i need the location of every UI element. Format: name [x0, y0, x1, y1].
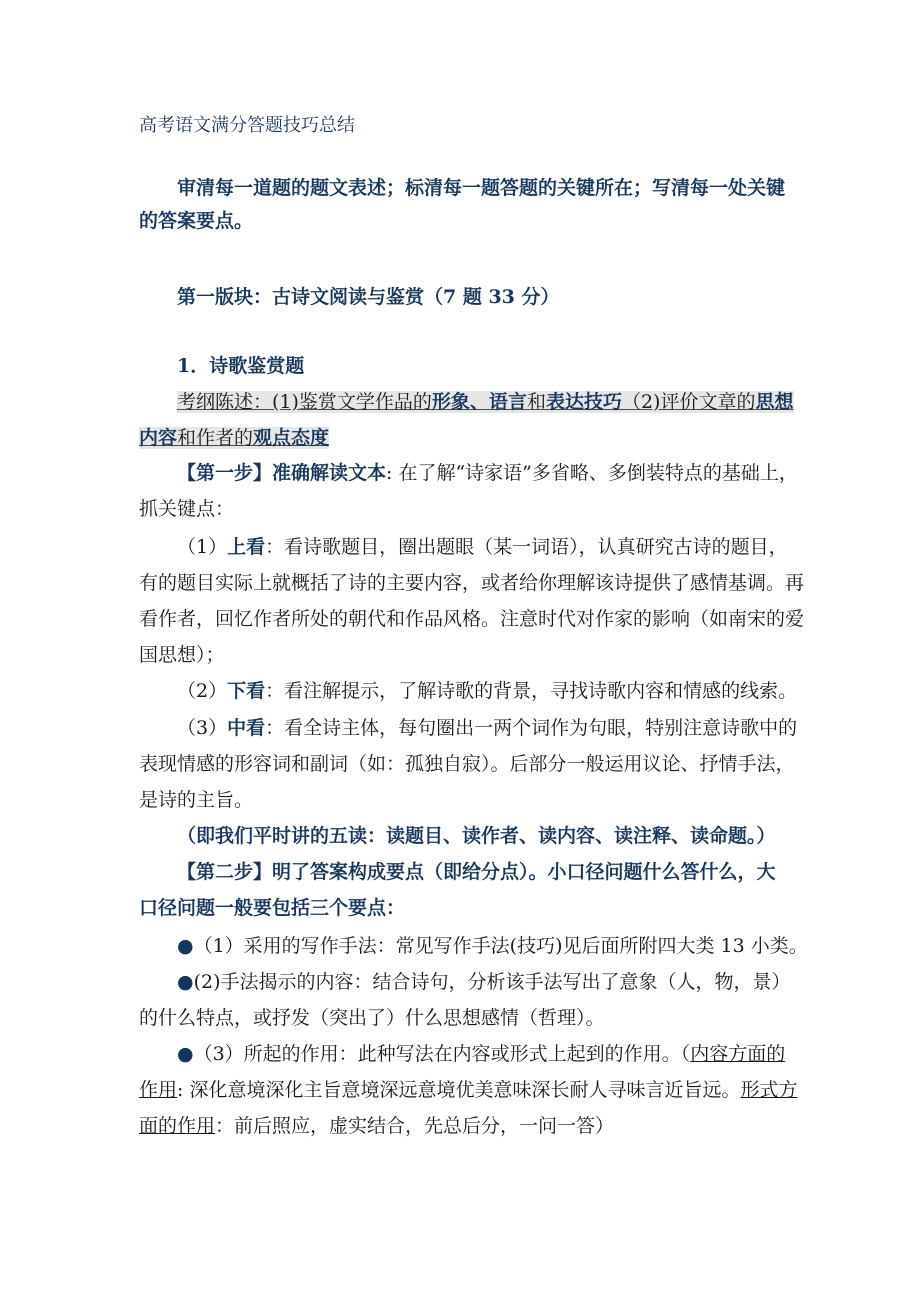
step1-line-1	[177, 460, 798, 486]
p1-number: （1）	[177, 536, 228, 558]
bullet-2-line-1	[177, 969, 791, 995]
content-effect-text: : 深化意境深化主旨意境深远意境优美意味深长耐人寻味言近旨远。	[177, 1079, 741, 1101]
outline-key-viewpoint: 观点态度	[253, 427, 330, 449]
p2-number: （2）	[177, 680, 228, 702]
p3-line-3: 是诗的主旨。	[139, 789, 254, 811]
content-effect-link-cont[interactable]: 作用	[139, 1079, 178, 1101]
outline-text: 和	[526, 391, 546, 413]
outline-text: （2)评价文章的	[621, 391, 756, 413]
p3-key: 中看	[227, 717, 266, 739]
form-effect-text: ：前后照应，虚实结合，先总后分，一问一答）	[215, 1115, 615, 1137]
page-title: 高考语文满分答题技巧总结	[139, 115, 355, 136]
step1-line-2: 抓关键点：	[139, 498, 235, 520]
p3-line-2: 表现情感的形容词和副词（如：孤独自寂）。后部分一般运用议论、抒情手法，	[139, 753, 795, 775]
p1-line-1	[177, 534, 788, 560]
p2-line-1	[177, 678, 797, 704]
step2-line-2: 口径问题一般要包括三个要点：	[139, 897, 406, 919]
p1-line-4: 国思想）；	[139, 644, 225, 666]
five-reads-note: （即我们平时讲的五读：读题目、读作者、读内容、读注释、读命题。）	[177, 825, 776, 847]
section-heading: 第一版块：古诗文阅读与鉴赏（7 题 33 分）	[177, 286, 560, 308]
intro-line-2: 的答案要点。	[139, 210, 254, 232]
bullet-2-line-2: 的什么特点，或抒发（突出了）什么思想感情（哲理）。	[139, 1007, 605, 1029]
p2-text: ：看注解提示，了解诗歌的背景，寻找诗歌内容和情感的线索。	[265, 680, 798, 702]
bullet-3-line-3	[139, 1113, 614, 1139]
outline-key-technique: 表达技巧	[545, 391, 622, 413]
subsection-heading: 1．诗歌鉴赏题	[177, 355, 305, 377]
form-effect-link-cont[interactable]: 面的作用	[139, 1115, 216, 1137]
step1-label: 【第一步】准确解读文本	[177, 462, 387, 484]
intro-line-1: 审清每一道题的题文表述；标清每一题答题的关键所在；写清每一处关键	[177, 177, 786, 199]
p3-line-1	[177, 715, 797, 741]
bullet-icon: ●	[177, 971, 194, 993]
p1-key: 上看	[227, 536, 266, 558]
bullet-1-text: （1）采用的写作手法：常见写作手法(技巧)见后面所附四大类 13 小类。	[193, 935, 808, 957]
outline-key-content: 内容	[139, 427, 178, 449]
outline-text: 考纲陈述：(1)鉴赏文学作品的	[177, 391, 432, 413]
p2-key: 下看	[227, 680, 266, 702]
p3-text: ：看全诗主体，每句圈出一两个词作为句眼，特别注意诗歌中的	[265, 717, 798, 739]
bullet-1	[177, 933, 808, 959]
bullet-3-text: （3）所起的作用：此种写法在内容或形式上起到的作用。（	[193, 1043, 691, 1065]
outline-line-2	[139, 425, 329, 451]
bullet-2-text: (2)手法揭示的内容：结合诗句，分析该手法写出了意象（人，物，景）	[193, 971, 791, 993]
p1-text: ：看诗歌题目，圈出题眼（某一词语），认真研究古诗的题目，	[265, 536, 788, 558]
bullet-3-line-2	[139, 1077, 797, 1103]
outline-line-1	[177, 389, 794, 415]
p1-line-3: 看作者，回忆作者所处的朝代和作品风格。注意时代对作家的影响（如南宋的爱	[139, 608, 805, 630]
step1-text: : 在了解“诗家语”多省略、多倒装特点的基础上，	[386, 462, 798, 484]
outline-key-image-language: 形象、语言	[431, 391, 527, 413]
step2-line-1: 【第二步】明了答案构成要点（即给分点）。小口径问题什么答什么，大	[177, 861, 776, 883]
bullet-icon: ●	[177, 1043, 194, 1065]
bullet-3-line-1	[177, 1041, 785, 1067]
outline-key-thought: 思想	[755, 391, 794, 413]
bullet-icon: ●	[177, 935, 194, 957]
p3-number: （3）	[177, 717, 228, 739]
content-effect-link[interactable]: 内容方面的	[690, 1043, 786, 1065]
form-effect-link[interactable]: 形式方	[740, 1079, 798, 1101]
outline-text: 和作者的	[177, 427, 254, 449]
p1-line-2: 有的题目实际上就概括了诗的主要内容，或者给你理解该诗提供了感情基调。再	[139, 572, 805, 594]
